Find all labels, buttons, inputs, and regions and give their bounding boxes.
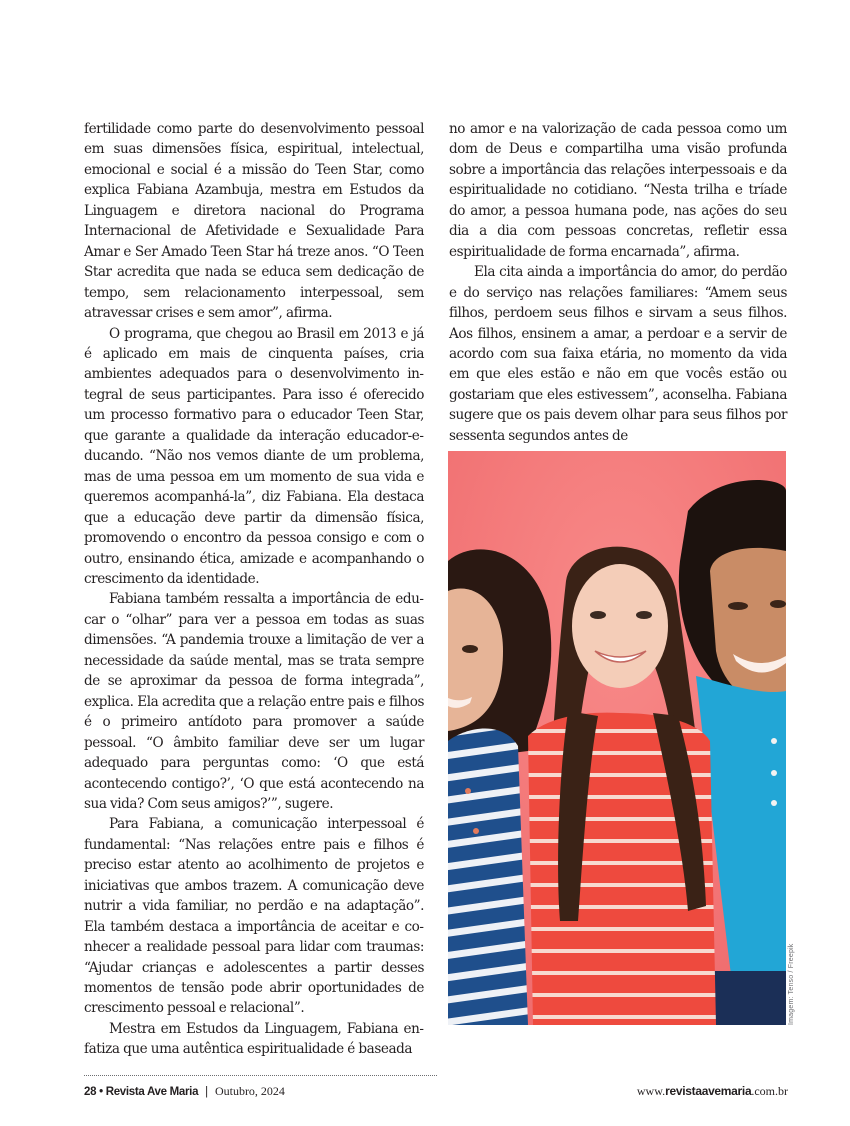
page-number: 28 [84, 1086, 97, 1098]
website-url[interactable] [637, 1084, 788, 1099]
magazine-name: Revista Ave Maria [105, 1086, 199, 1098]
url-suffix: .com.br [751, 1084, 788, 1098]
children-illustration [448, 451, 786, 1025]
pipe-separator: | [205, 1086, 209, 1098]
paragraph: Fabiana também ressalta a importância de educar o “olhar” para ver a pessoa em todas as suas dimensões. “A pandemia trouxe a limitação de ver a necessidade da saúde mental, mas se trata sempre de se aproximar da pessoa de forma integrada”, explica. Ela acredita que a relação entre pais e filhos é o primeiro antídoto para promover a saúde pessoal. “O âmbito familiar deve ser um lugar adequado para perguntas como: ‘O que está acontecendo contigo?’, ‘O que está acontecendo na sua vida? Com seus amigos?’”, sugere. [84, 591, 424, 812]
paragraph: O programa, que chegou ao Brasil em 2013 e já é aplicado em mais de cinquenta países, cria ambientes adequados para o desenvolvimento integral de seus participantes. Para isso é oferecido um processo formativo para o educador Teen Star, que garante a qualidade da interação educador-educando. “Não nos vemos diante de um problema, mas de uma pessoa em um momento de sua vida e queremos acompanhá-la”, diz Fabiana. Ela destaca que a educação deve partir da dimensão física, promovendo o encontro da pessoa consigo e com o outro, ensinando ética, amizade e acompanhando o crescimento da identidade. [84, 325, 424, 587]
photo-credit: Imagem: Tenso / Freepik [788, 943, 795, 1025]
article-column-left [84, 119, 424, 1060]
paragraph: no amor e na valorização de cada pessoa como um dom de Deus e compartilha uma visão profunda sobre a importância das relações interpessoais e da espiritualidade no cotidiano. “Nesta trilha e tríade do amor, a pessoa humana pode, nas ações do seu dia a dia com pessoas concretas, refletir essa espiritualidade de forma encarnada”, afirma. [449, 121, 787, 260]
article-column-right [449, 119, 787, 446]
children-photo [448, 451, 786, 1025]
url-domain: revistaavemaria [665, 1084, 752, 1098]
bullet-separator: • [99, 1086, 103, 1098]
paragraph: Mestra em Estudos da Linguagem, Fabiana enfatiza que uma autêntica espiritualidade é baseada [84, 1020, 424, 1058]
paragraph: fertilidade como parte do desenvolvimento pessoal em suas dimensões física, espiritual, intelectual, emocional e social é a missão do Teen Star, como explica Fabiana Azambuja, mestra em Estudos da Linguagem e diretora nacional do Programa Internacional de Afetividade e Sexualidade Para Amar e Ser Amado Teen Star há treze anos. “O Teen Star acredita que nada se educa sem dedicação de tempo, sem relacionamento interpessoal, sem atravessar crises e sem amor”, afirma. [84, 121, 424, 322]
footer-folio [84, 1084, 285, 1099]
footer-divider [84, 1075, 437, 1076]
issue-date: Outubro, 2024 [214, 1084, 285, 1098]
paragraph: Ela cita ainda a importância do amor, do perdão e do serviço nas relações familiares: “Amem seus filhos, perdoem seus filhos e sirvam a seus filhos. Aos filhos, ensinem a amar, a perdoar e a servir de acordo com sua faixa etária, no momento da vida em que eles estão e não em que vocês estão ou gostariam que eles estivessem”, aconselha. Fabiana sugere que os pais devem olhar para seus filhos por sessenta segundos antes de [449, 264, 787, 444]
paragraph: Para Fabiana, a comunicação interpessoal é fundamental: “Nas relações entre pais e filhos é preciso estar atento ao acolhimento de projetos e iniciativas que ambos trazem. A comunicação deve nutrir a vida familiar, no perdão e na adaptação”. Ela também destaca a importância de aceitar e conhecer a realidade pessoal para lidar com traumas: “Ajudar crianças e adolescentes a partir desses momentos de tensão pode abrir oportunidades de crescimento pessoal e relacional”. [84, 816, 424, 1017]
url-prefix: www. [636, 1084, 666, 1098]
